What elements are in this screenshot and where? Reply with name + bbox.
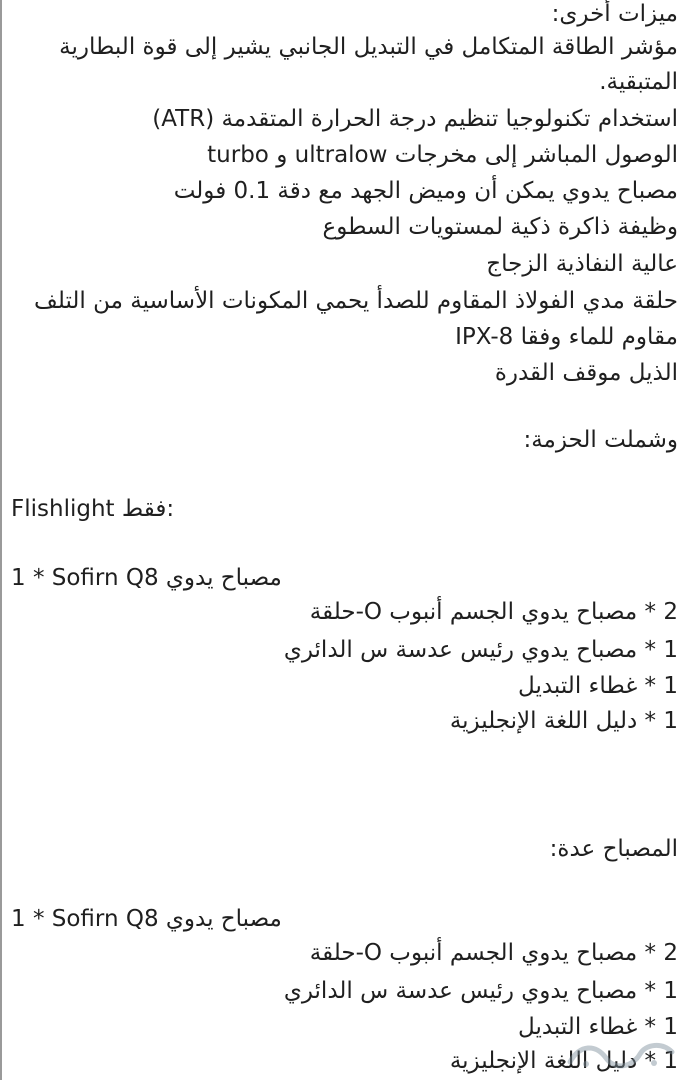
kit-item: 1 * مصباح يدوي رئيس عدسة س الدائري [283, 978, 678, 1004]
feature-line: المتبقية. [599, 69, 678, 95]
kit-item: 1 * غطاء التبديل [518, 1014, 678, 1040]
feature-line: مقاوم للماء وفقا IPX-8 [455, 324, 678, 350]
feature-line: وظيفة ذاكرة ذكية لمستويات السطوع [322, 214, 678, 240]
package-item: 1 * Sofirn Q8 مصباح يدوي [11, 565, 282, 591]
section-heading-package: وشملت الحزمة: [523, 427, 678, 453]
subheading-flashlight-only: Flishlight فقط: [11, 496, 175, 522]
feature-line: مصباح يدوي يمكن أن وميض الجهد مع دقة 0.1 فولت [173, 178, 678, 204]
feature-line: الوصول المباشر إلى مخرجات ultralow و turbo [207, 142, 678, 168]
kit-item: 1 * Sofirn Q8 مصباح يدوي [11, 906, 282, 932]
feature-line: استخدام تكنولوجيا تنظيم درجة الحرارة المتقدمة (ATR) [152, 106, 678, 132]
kit-item: 1 * دليل اللغة الإنجليزية [449, 1048, 678, 1074]
package-item: 1 * دليل اللغة الإنجليزية [449, 708, 678, 734]
feature-line: مؤشر الطاقة المتكامل في التبديل الجانبي يشير إلى قوة البطارية [59, 34, 678, 60]
subheading-flashlight-kit: المصباح عدة: [549, 836, 678, 862]
feature-line: الذيل موقف القدرة [494, 360, 678, 386]
package-item: 1 * غطاء التبديل [518, 673, 678, 699]
feature-line: حلقة مدي الفولاذ المقاوم للصدأ يحمي المكونات الأساسية من التلف [34, 288, 678, 314]
left-border [0, 0, 2, 1080]
watermark-logo-icon [562, 1034, 680, 1074]
package-item: 1 * مصباح يدوي رئيس عدسة س الدائري [283, 637, 678, 663]
kit-item: 2 * مصباح يدوي الجسم أنبوب O-حلقة [309, 940, 678, 966]
section-heading-features: ميزات أخرى: [551, 1, 678, 27]
package-item: 2 * مصباح يدوي الجسم أنبوب O-حلقة [309, 599, 678, 625]
feature-line: عالية النفاذية الزجاج [486, 251, 678, 277]
